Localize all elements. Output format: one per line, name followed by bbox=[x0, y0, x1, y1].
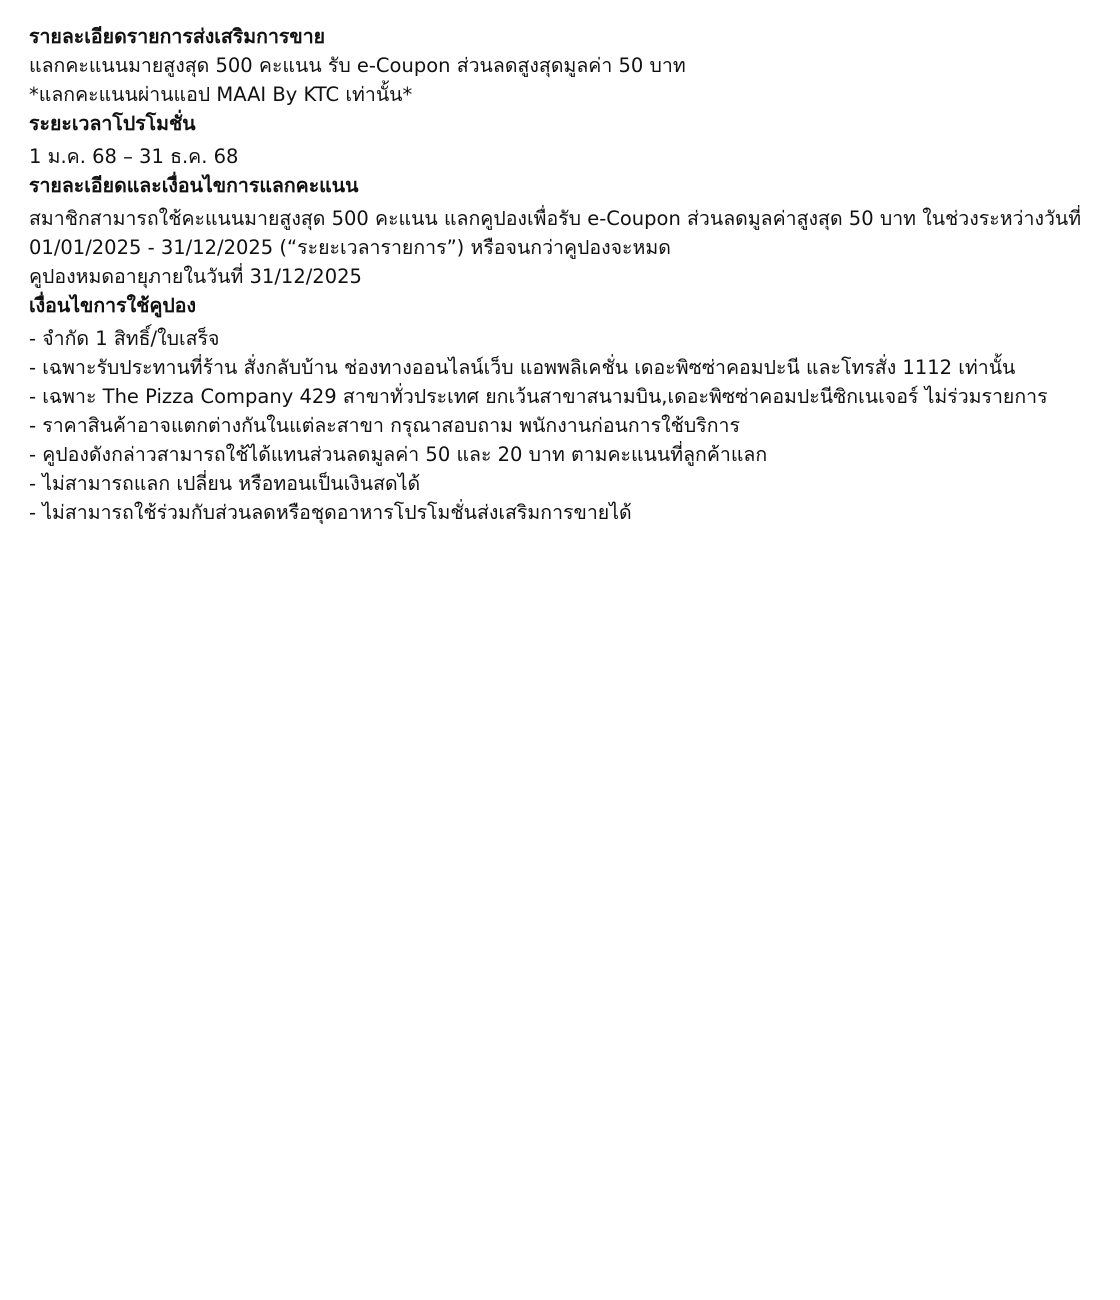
promo-details-line: แลกคะแนนมายสูงสุด 500 คะแนน รับ e-Coupon ส่วนลดสูงสุดมูลค่า 50 บาท bbox=[29, 54, 686, 77]
promo-details-section bbox=[29, 22, 1090, 109]
redeem-conditions-section bbox=[29, 171, 1090, 291]
promo-details-line: *แลกคะแนนผ่านแอป MAAI By KTC เท่านั้น* bbox=[29, 83, 413, 106]
coupon-conditions-section bbox=[29, 291, 1090, 527]
list-item: - ไม่สามารถใช้ร่วมกับส่วนลดหรือชุดอาหารโปรโมชั่นส่งเสริมการขายได้ bbox=[29, 501, 632, 524]
redeem-conditions-line: คูปองหมดอายุภายในวันที่ 31/12/2025 bbox=[29, 265, 362, 288]
promo-period-section bbox=[29, 109, 1090, 171]
list-item: - คูปองดังกล่าวสามารถใช้ได้แทนส่วนลดมูลค่า 50 และ 20 บาท ตามคะแนนที่ลูกค้าแลก bbox=[29, 443, 768, 466]
list-item: - ไม่สามารถแลก เปลี่ยน หรือทอนเป็นเงินสดได้ bbox=[29, 472, 421, 495]
redeem-conditions-heading: รายละเอียดและเงื่อนไขการแลกคะแนน bbox=[29, 174, 359, 197]
list-item: - ราคาสินค้าอาจแตกต่างกันในแต่ละสาขา กรุณาสอบถาม พนักงานก่อนการใช้บริการ bbox=[29, 414, 740, 437]
redeem-conditions-line: 01/01/2025 - 31/12/2025 (“ระยะเวลารายการ”) หรือจนกว่าคูปองจะหมด bbox=[29, 236, 671, 259]
redeem-conditions-line: สมาชิกสามารถใช้คะแนนมายสูงสุด 500 คะแนน แลกคูปองเพื่อรับ e-Coupon ส่วนลดมูลค่าสูงสุด 50 บาท ในช่วงระหว่างวันที่ bbox=[29, 207, 1082, 230]
promo-period-heading: ระยะเวลาโปรโมชั่น bbox=[29, 112, 196, 135]
list-item: - จำกัด 1 สิทธิ์/ใบเสร็จ bbox=[29, 327, 220, 350]
promo-details-heading: รายละเอียดรายการส่งเสริมการขาย bbox=[29, 25, 326, 48]
list-item: - เฉพาะ The Pizza Company 429 สาขาทั่วประเทศ ยกเว้นสาขาสนามบิน,เดอะพิซซ่าคอมปะนีซิกเนเจอร์ ไม่ร่วมรายการ bbox=[29, 385, 1048, 408]
coupon-conditions-list bbox=[29, 324, 1090, 527]
coupon-conditions-heading: เงื่อนไขการใช้คูปอง bbox=[29, 294, 197, 317]
promo-period-line: 1 ม.ค. 68 – 31 ธ.ค. 68 bbox=[29, 145, 239, 168]
list-item: - เฉพาะรับประทานที่ร้าน สั่งกลับบ้าน ช่องทางออนไลน์เว็บ แอพพลิเคชั่น เดอะพิซซ่าคอมปะนี และโทรสั่ง 1112 เท่านั้น bbox=[29, 356, 1016, 379]
